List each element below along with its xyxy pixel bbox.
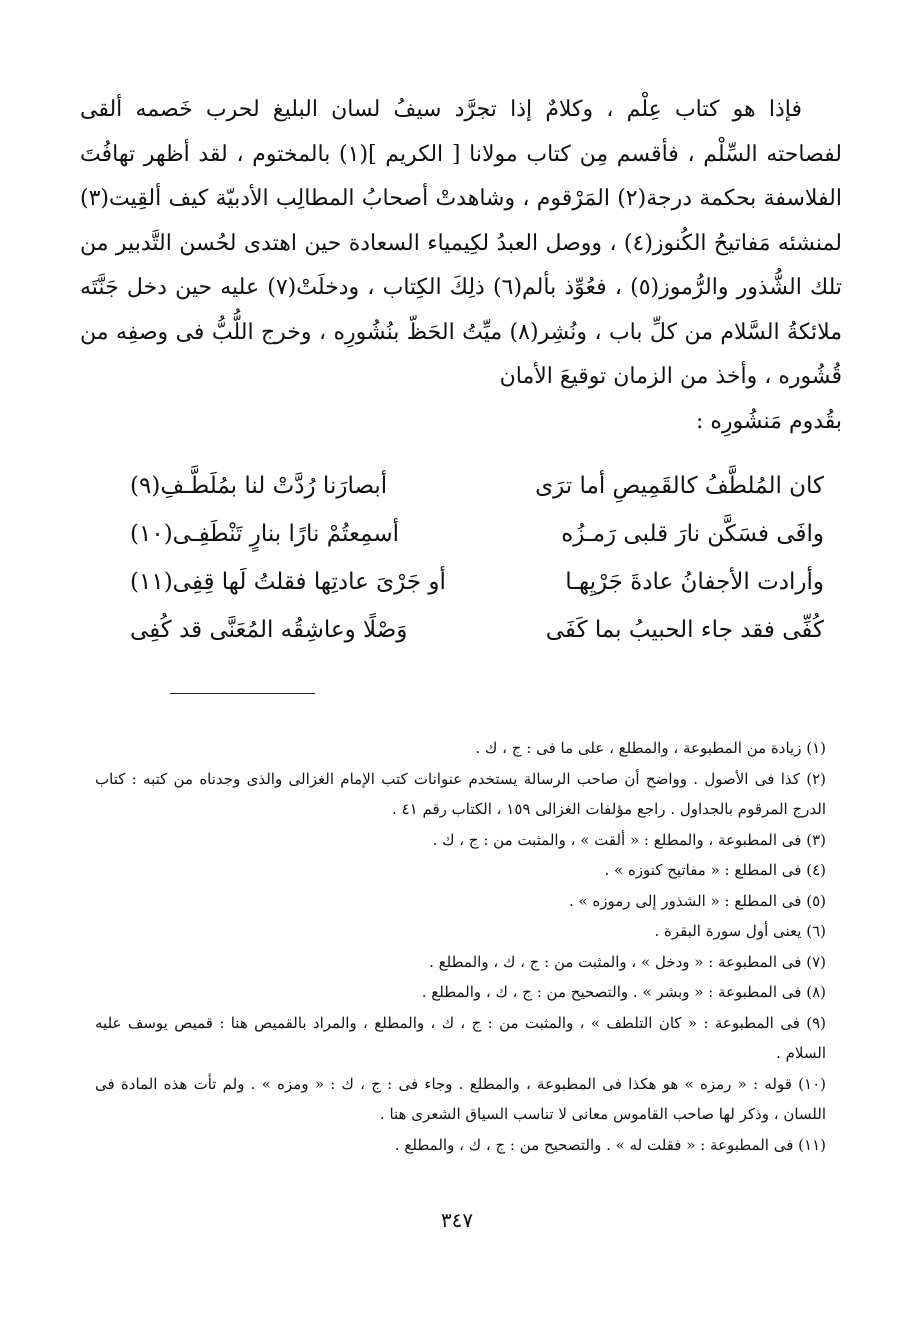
footnote: (٩) فى المطبوعة : « كان التلطف » ، والمثبت من : ج ، ك ، والمطلع ، والمراد بالقميص هنا : قميص يوسف عليه السلام .	[95, 1013, 826, 1062]
verse-first-hemistich: كان المُلطَّفُ كالقَمِيصِ أما ترَى	[535, 473, 824, 499]
verse	[130, 510, 824, 558]
prose-paragraph: فإذا هو كتاب عِلْم ، وكلامٌ إذا تجرَّد سيفُ لسان البليغ لحرب خَصمه ألقى لفصاحته السِّلْم ، فأقسم مِن كتاب مولانا [ الكريم ](١) بالمختوم ، لقد أظهر تهافُتَ الفلاسفة بحكمة درجة(٢) المَرْقوم ، وشاهدتْ أصحابُ المطالِب الأدبيّة كيف ألقِيت(٣) لمنشئه مَفاتيحُ الكُنوز(٤) ، ووصل العبدُ لكِيمياء السعادة حين اهتدى لحُسن التَّدبير من تلك الشُّذور والرُّموز(٥) ، فعُوِّذ بألم(٦) ذلِكَ الكِتاب ، ودخلَتْ(٧) عليه حين دخل جَنَّتَه ملائكةُ السَّلام من كلِّ باب ، ونُشِر(٨) ميِّتُ الحَظّ بنُشُورِه ، وخرج اللُّبُّ فى وصفِه من قُشُوره ، وأخذ من الزمان توقيعَ الأمان	[80, 97, 843, 389]
page-number: ٣٤٧	[440, 1208, 474, 1232]
footnote: (٢) كذا فى الأصول . وواضح أن صاحب الرسالة يستخدم عنوانات كتب الإمام الغزالى والذى وجدناه من كتبه : كتاب الدرج المرقوم بالجداول . راجع مؤلفات الغزالى ١٥٩ ، الكتاب رقم ٤١ .	[95, 769, 826, 818]
verse	[130, 606, 824, 654]
poem-introduction: بقُدوم مَنشُورِه :	[695, 408, 842, 434]
footnote: (١) زيادة من المطبوعة ، والمطلع ، على ما فى : ج ، ك .	[475, 739, 826, 757]
footnote: (١٠) قوله : « رمزه » هو هكذا فى المطبوعة ، والمطلع . وجاء فى : ج ، ك : « ومزه » . ولم تأت هذه المادة فى اللسان ، وذكر لها صاحب القاموس معانى لا تناسب السياق الشعرى هنا .	[95, 1074, 826, 1123]
verse-second-hemistich: وَصْلًا وعاشِقُه المُعَنَّى قد كُفِى	[130, 617, 408, 643]
footnote: (٥) فى المطلع : « الشذور إلى رموزه » .	[568, 891, 826, 910]
main-text	[80, 88, 842, 444]
footnote: (١١) فى المطبوعة : « فقلت له » . والتصحيح من : ج ، ك ، والمطلع .	[394, 1135, 826, 1154]
verse-first-hemistich: وافَى فسَكَّن نارَ قلبى رَمـزُه	[561, 521, 824, 547]
footnote: (٧) فى المطبوعة : « ودخل » ، والمثبت من : ج ، ك ، والمطلع .	[429, 952, 826, 971]
poem	[130, 462, 824, 654]
footnote-separator	[170, 693, 315, 694]
footnote: (٣) فى المطبوعة ، والمطلع : « ألقت » ، والمثبت من : ج ، ك .	[432, 830, 826, 849]
footnote: (٦) يعنى أول سورة البقرة .	[654, 922, 826, 940]
verse-second-hemistich: أبصارَنا رُدَّتْ لنا بمُلَطَّـفِ(٩)	[130, 473, 388, 499]
verse-first-hemistich: كُفِّى فقد جاء الحبيبُ بما كَفَى	[545, 617, 824, 643]
verse	[130, 558, 824, 606]
footnote: (٤) فى المطلع : « مفاتيح كنوزه » .	[604, 861, 826, 879]
verse-second-hemistich: أو جَرْىَ عادتِها فقلتُ لَها قِفِى(١١)	[130, 569, 446, 595]
footnotes	[95, 733, 826, 1160]
verse-first-hemistich: وأرادت الأجفانُ عادةَ جَرْيِهـا	[565, 569, 824, 595]
verse	[130, 462, 824, 510]
footnote: (٨) فى المطبوعة : « وبشر » . والتصحيح من : ج ، ك ، والمطلع .	[421, 983, 826, 1001]
verse-second-hemistich: أسمِعتُمْ نارًا بنارٍ تَنْطَفِـى(١٠)	[130, 521, 400, 547]
